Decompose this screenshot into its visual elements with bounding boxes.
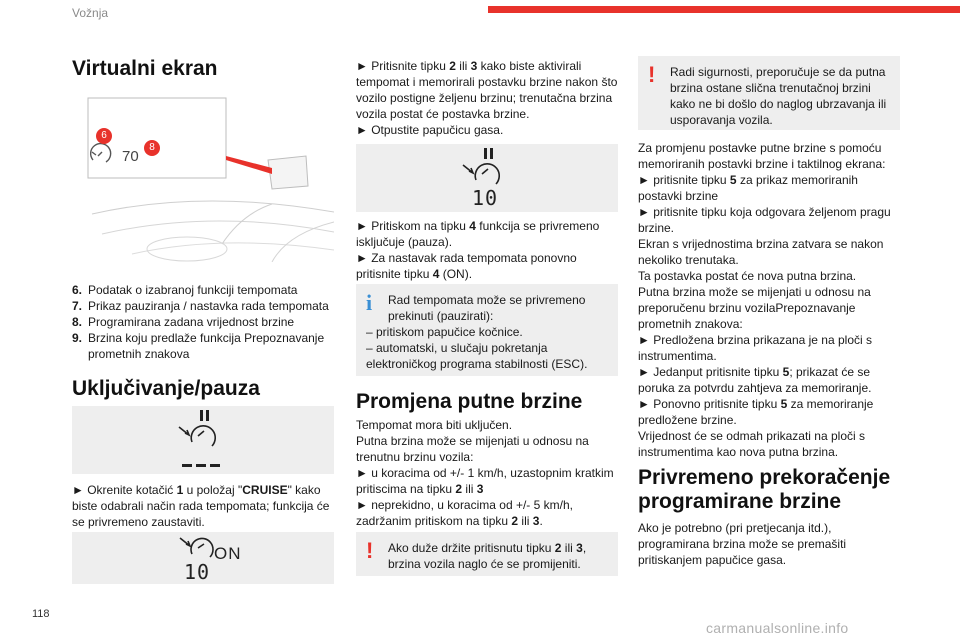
change-paragraph-4: ► neprekidno, u koracima od +/- 5 km/h, zadržanim pritiskom na tipku 2 ili 3.: [356, 498, 573, 528]
warning-icon: !: [648, 62, 656, 87]
change-paragraph-1: Tempomat mora biti uključen.: [356, 418, 513, 432]
title-virtual-screen: Virtualni ekran: [72, 57, 218, 80]
memory-paragraph-4: Ekran s vrijednostima brzina zatvara se nakon nekoliko trenutaka.: [638, 237, 884, 267]
page-number: 118: [32, 608, 50, 620]
pause-display-box: [356, 144, 618, 212]
memory-paragraph-10: Vrijednost će se odmah prikazati na ploči s instrumentima kao nova putna brzina.: [638, 429, 866, 459]
memory-paragraph-7: ► Predložena brzina prikazana je na ploči s instrumentima.: [638, 333, 873, 363]
memory-paragraph-3: ► pritisnite tipku koja odgovara željenom pragu brzine.: [638, 205, 891, 235]
info-note: i Rad tempomata može se privremeno prekinuti (pauzirati): – pritiskom papučice kočnice. – automatski, u slučaju pokretanja elektroničkog programa stabilnosti (ESC).: [356, 284, 618, 376]
list-item: 7. Prikaz pauziranja / nastavka rada tempomata: [72, 299, 329, 313]
dashboard-illustration: [72, 94, 334, 262]
legend-list: [72, 282, 336, 362]
list-item: 8. Programirana zadana vrijednost brzine: [72, 315, 295, 329]
speed-digits: 10: [472, 186, 499, 210]
pause-indicator-box: [72, 406, 334, 474]
memory-paragraph-5: Ta postavka postat će nova putna brzina.: [638, 269, 857, 283]
warning-note-safety: ! Radi sigurnosti, preporučuje se da putna brzina ostane slična trenutačnoj brzini kako ne bi došlo do naglog ubrzavanja ili usporavanja vozila.: [638, 56, 900, 130]
resume-paragraph: ► Za nastavak rada tempomata ponovno pritisnite tipku 4 (ON).: [356, 251, 577, 281]
speed-digits: 10: [184, 560, 211, 584]
dashboard-diagram: [72, 94, 334, 262]
release-paragraph: ► Otpustite papučicu gasa.: [356, 123, 504, 137]
cruise-paragraph: ► Okrenite kotačić 1 u položaj "CRUISE" kako biste odabrali način rada tempomata; funkcija će se privremeno zaustaviti.: [72, 483, 330, 529]
title-exceed-line1: Privremeno prekoračenje: [638, 466, 891, 489]
memory-paragraph-9: ► Ponovno pritisnite tipku 5 za memoriranje predložene brzine.: [638, 397, 874, 427]
title-change-speed: Promjena putne brzine: [356, 390, 583, 413]
section-header: Vožnja: [72, 6, 109, 20]
memory-paragraph-6: Putna brzina može se mijenjati u odnosu na preporučenu brzinu vozilaPrepoznavanje prometnih znakova:: [638, 285, 871, 331]
list-item: 9. Brzina koju predlaže funkcija Prepoznavanje prometnih znakova: [72, 331, 325, 361]
callout-badge-8: 8: [144, 140, 160, 156]
callout-badge-6: 6: [96, 128, 112, 144]
info-icon: i: [366, 290, 373, 315]
pause-paragraph: ► Pritiskom na tipku 4 funkcija se privremeno isključuje (pauza).: [356, 219, 600, 249]
activate-paragraph: ► Pritisnite tipku 2 ili 3 kako biste aktivirali tempomat i memorirali postavku brzine nakon što vozilo postigne željenu brzinu; trenutačna brzina vozila postat će postavka brzine.: [356, 59, 618, 121]
warning-icon: !: [366, 538, 374, 563]
title-exceed-line2: programirane brzine: [638, 490, 842, 513]
memory-paragraph-1: Za promjenu postavke putne brzine s pomoću memoriranih postavki brzine i taktilnog ekrana:: [638, 141, 886, 171]
list-item: 6. Podatak o izabranoj funkciji tempomata: [72, 283, 298, 297]
memory-paragraph-2: ► pritisnite tipku 5 za prikaz memoriranih postavki brzine: [638, 173, 858, 203]
speed-value: 70: [122, 148, 139, 165]
watermark: carmanualsonline.info: [706, 620, 849, 636]
exceed-paragraph: Ako je potrebno (pri pretjecanja itd.), programirana brzina može se premašiti pritiskanjem papučice gasa.: [638, 521, 847, 567]
warning-note-speed: ! Ako duže držite pritisnutu tipku 2 ili 3, brzina vozila naglo će se promijeniti.: [356, 532, 618, 576]
change-paragraph-2: Putna brzina može se mijenjati u odnosu na trenutnu brzinu vozila:: [356, 434, 589, 464]
change-paragraph-3: ► u koracima od +/- 1 km/h, uzastopnim kratkim pritiscima na tipku 2 ili 3: [356, 466, 614, 496]
on-indicator-box: [72, 532, 334, 584]
title-on-pause: Uključivanje/pauza: [72, 377, 260, 400]
on-label: ON: [214, 544, 242, 563]
cruise-pause-icon: [72, 406, 334, 474]
header-accent-bar: [488, 6, 960, 13]
memory-paragraph-8: ► Jedanput pritisnite tipku 5; prikazat će se poruka za potvrdu zahtjeva za memoriranje.: [638, 365, 872, 395]
